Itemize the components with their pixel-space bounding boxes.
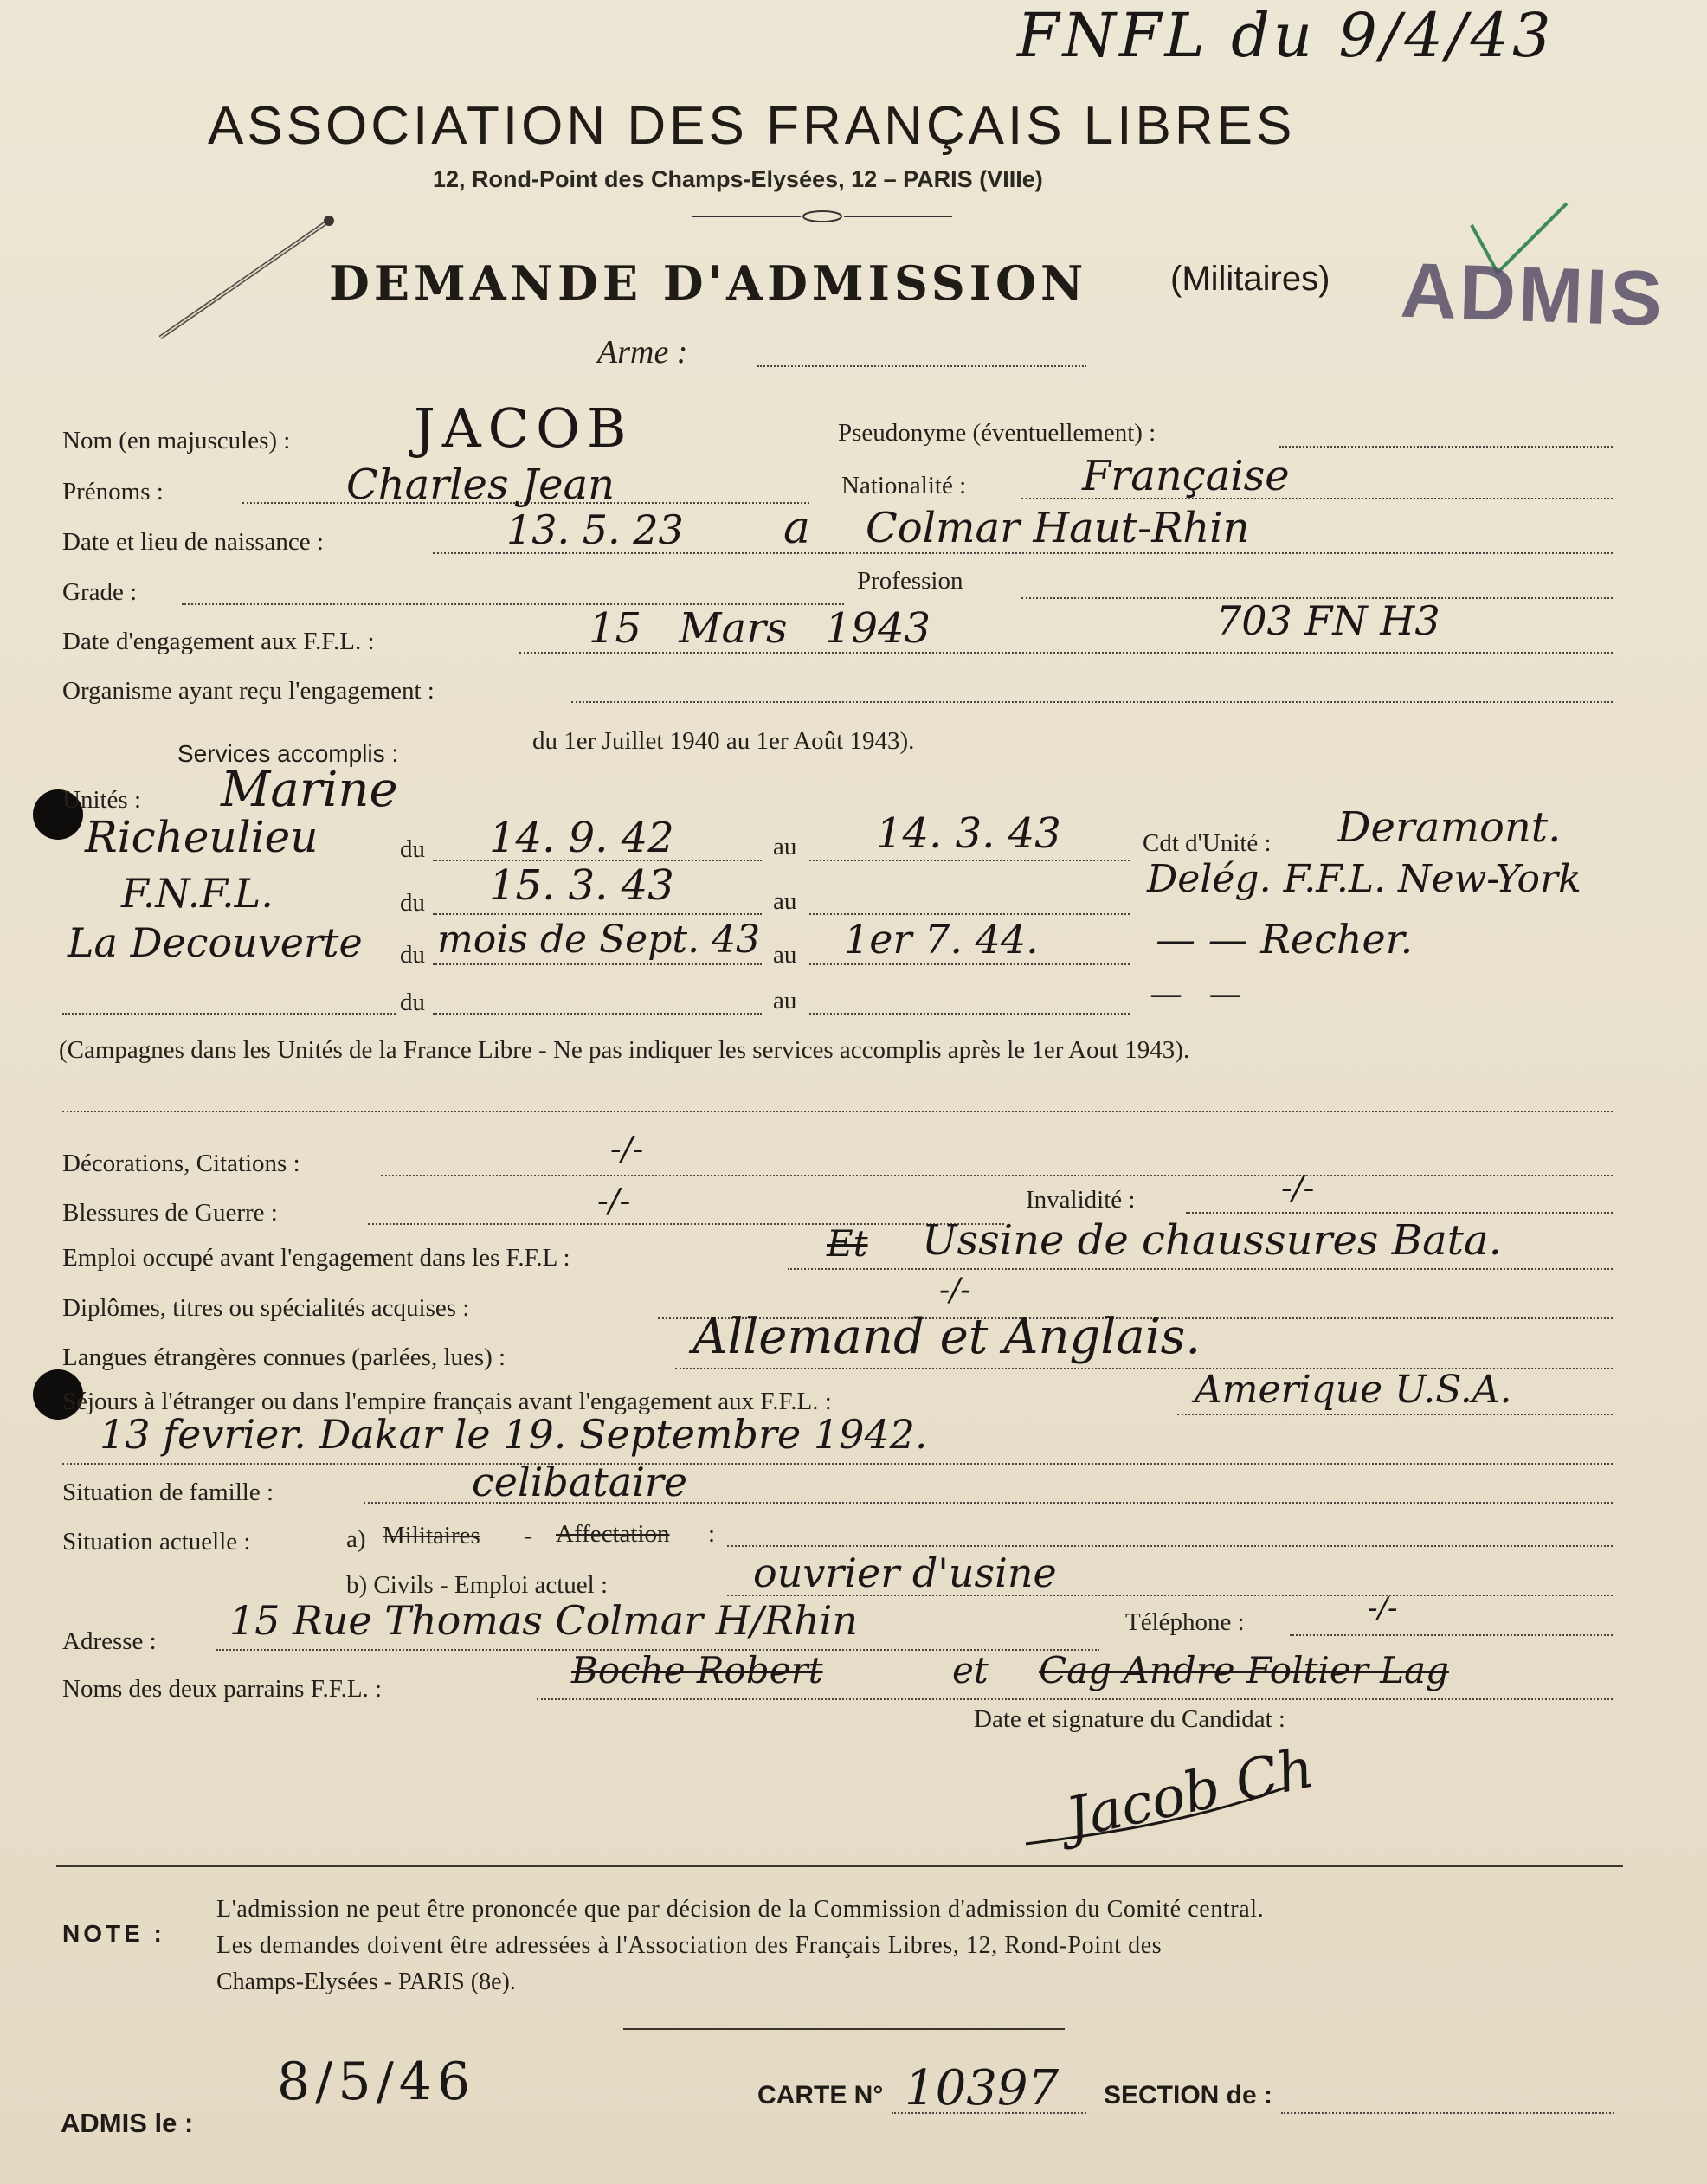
civils-label: b) Civils - Emploi actuel :	[346, 1571, 609, 1599]
service-cdt[interactable]: — —	[1151, 978, 1240, 1010]
du-label: du	[400, 889, 425, 917]
naissance-date[interactable]: 13. 5. 23	[506, 506, 684, 553]
decorations-label: Décorations, Citations :	[62, 1150, 300, 1177]
parrain-2-struck[interactable]: Cag Andre Foltier Lag	[1039, 1649, 1449, 1691]
famille-label: Situation de famille :	[62, 1479, 274, 1506]
carte-number[interactable]: 10397	[905, 2060, 1060, 2116]
militaires-prefix: a)	[346, 1525, 366, 1553]
organization-name: ASSOCIATION DES FRANÇAIS LIBRES	[208, 96, 1296, 156]
du-label: du	[400, 989, 425, 1016]
militaires-field[interactable]	[727, 1545, 1613, 1547]
services-period: du 1er Juillet 1940 au 1er Août 1943).	[532, 727, 915, 755]
famille-value[interactable]: celibataire	[472, 1459, 688, 1505]
militaires-colon: :	[708, 1520, 716, 1548]
footer-divider	[623, 2028, 1065, 2030]
parrain-1-struck[interactable]: Boche Robert	[571, 1649, 823, 1691]
sejours-value-2[interactable]: 13 fevrier. Dakar le 19. Septembre 1942.	[100, 1411, 928, 1458]
form-subtitle: (Militaires)	[1170, 260, 1330, 298]
au-label: au	[773, 833, 797, 860]
engagement-ref[interactable]: 703 FN H3	[1216, 597, 1440, 644]
pin-icon	[151, 212, 342, 351]
telephone-value[interactable]: -/-	[1368, 1591, 1398, 1626]
sejours-label: Séjours à l'étranger ou dans l'empire français avant l'engagement aux F.F.L. :	[62, 1388, 832, 1415]
note-divider	[56, 1865, 1623, 1867]
nationalite-value[interactable]: Française	[1082, 452, 1290, 500]
unites-label: Unités :	[62, 786, 142, 814]
nom-label: Nom (en majuscules) :	[62, 427, 291, 454]
service-to-line	[809, 860, 1130, 861]
handwritten-reference: FNFL du 9/4/43	[1017, 0, 1555, 71]
service-unit[interactable]: Richeulieu	[85, 812, 319, 862]
note-line-1: L'admission ne peut être prononcée que par décision de la Commission d'admission du Comité central.	[216, 1896, 1265, 1923]
cdt-label: Cdt d'Unité :	[1143, 829, 1272, 857]
admis-date[interactable]: 8/5/46	[277, 2052, 476, 2112]
section-label: SECTION de :	[1104, 2081, 1273, 2110]
arme-label: Arme :	[597, 334, 688, 370]
langues-label: Langues étrangères connues (parlées, lues) :	[62, 1343, 506, 1371]
parrains-field[interactable]	[537, 1698, 1613, 1700]
naissance-sep: a	[783, 502, 811, 554]
ornament-divider	[692, 208, 952, 225]
service-unit[interactable]: La Decouverte	[68, 919, 363, 966]
service-to-line	[809, 963, 1130, 965]
note-label: NOTE :	[62, 1920, 165, 1947]
note-line-2: Les demandes doivent être adressées à l'Association des Français Libres, 12, Rond-Point des	[216, 1932, 1163, 1959]
organization-address: 12, Rond-Point des Champs-Elysées, 12 – PARIS (VIIIe)	[433, 166, 1043, 192]
invalidite-label: Invalidité :	[1026, 1186, 1136, 1214]
form-title: DEMANDE D'ADMISSION	[329, 255, 1088, 311]
profession-label: Profession	[857, 567, 963, 595]
services-note: (Campagnes dans les Unités de la France Libre - Ne pas indiquer les services accomplis après le 1er Aout 1943).	[59, 1036, 1190, 1064]
service-unit-line	[62, 1013, 396, 1015]
du-label: du	[400, 835, 425, 863]
pseudonyme-label: Pseudonyme (éventuellement) :	[838, 419, 1156, 447]
services-label: Services accomplis :	[177, 740, 399, 767]
service-from-line	[433, 963, 762, 965]
signature-flourish	[1017, 1775, 1294, 1852]
engagement-date[interactable]: 15 Mars 1943	[589, 604, 931, 653]
telephone-field[interactable]	[1290, 1634, 1613, 1636]
service-to-line	[809, 913, 1130, 915]
service-cdt[interactable]: Deramont.	[1337, 803, 1562, 852]
au-label: au	[773, 887, 797, 915]
sejours-line-1	[1177, 1414, 1613, 1415]
decorations-field[interactable]	[381, 1175, 1613, 1176]
engagement-label: Date d'engagement aux F.F.L. :	[62, 628, 375, 655]
blessures-field[interactable]	[368, 1223, 1004, 1225]
signature-value[interactable]: Jacob Ch	[1060, 1736, 1320, 1852]
service-cdt[interactable]: — — Recher.	[1156, 916, 1414, 963]
service-to-line	[809, 1013, 1130, 1015]
carte-label: CARTE N°	[757, 2081, 884, 2110]
au-label: au	[773, 987, 797, 1015]
emploi-value[interactable]: Ussine de chaussures Bata.	[922, 1216, 1502, 1265]
adresse-label: Adresse :	[62, 1627, 157, 1655]
blessures-label: Blessures de Guerre :	[62, 1199, 278, 1227]
service-from[interactable]: 15. 3. 43	[489, 861, 674, 910]
naissance-lieu[interactable]: Colmar Haut-Rhin	[866, 504, 1250, 552]
civils-value[interactable]: ouvrier d'usine	[753, 1549, 1057, 1596]
service-from[interactable]: mois de Sept. 43	[437, 918, 761, 962]
service-to[interactable]: 14. 3. 43	[876, 809, 1061, 858]
carte-field	[892, 2112, 1086, 2114]
diplomes-label: Diplômes, titres ou spécialités acquises :	[62, 1294, 470, 1322]
prenoms-label: Prénoms :	[62, 478, 164, 506]
militaires-dash: -	[524, 1522, 532, 1549]
organisme-field[interactable]	[571, 701, 1613, 703]
militaires-struck: Militaires	[383, 1522, 480, 1549]
unites-value[interactable]: Marine	[221, 762, 398, 818]
nom-value[interactable]: JACOB	[414, 396, 634, 460]
emploi-struck: Et	[827, 1222, 868, 1265]
blessures-value[interactable]: -/-	[597, 1182, 631, 1220]
services-note-line	[62, 1111, 1613, 1112]
telephone-label: Téléphone :	[1125, 1608, 1245, 1636]
note-line-3: Champs-Elysées - PARIS (8e).	[216, 1968, 516, 1995]
service-to[interactable]: 1er 7. 44.	[844, 916, 1039, 963]
adresse-value[interactable]: 15 Rue Thomas Colmar H/Rhin	[229, 1597, 859, 1644]
parrains-label: Noms des deux parrains F.F.L. :	[62, 1675, 383, 1703]
affectation-struck: Affectation	[556, 1520, 670, 1548]
decorations-value[interactable]: -/-	[610, 1130, 644, 1168]
service-from-line	[433, 1013, 762, 1015]
admis-stamp: ADMIS	[1399, 247, 1666, 344]
pseudonyme-field[interactable]	[1279, 446, 1613, 448]
service-cdt[interactable]: Delég. F.F.L. New-York	[1147, 857, 1581, 901]
nationalite-label: Nationalité :	[841, 472, 967, 499]
invalidite-value[interactable]: -/-	[1281, 1169, 1315, 1207]
emploi-label: Emploi occupé avant l'engagement dans les F.F.L :	[62, 1244, 570, 1272]
emploi-field[interactable]	[788, 1268, 1613, 1270]
grade-label: Grade :	[62, 578, 138, 606]
sejours-value[interactable]: Amerique U.S.A.	[1195, 1368, 1512, 1412]
arme-field[interactable]	[757, 365, 1086, 367]
langues-value[interactable]: Allemand et Anglais.	[692, 1309, 1201, 1365]
service-from[interactable]: 14. 9. 42	[489, 814, 674, 862]
actuelle-label: Situation actuelle :	[62, 1528, 251, 1556]
naissance-label: Date et lieu de naissance :	[62, 528, 324, 556]
sejours-line-2	[62, 1463, 1613, 1465]
au-label: au	[773, 941, 797, 969]
diplomes-value[interactable]: -/-	[939, 1272, 971, 1308]
signature-label: Date et signature du Candidat :	[974, 1705, 1285, 1733]
du-label: du	[400, 941, 425, 969]
section-field[interactable]	[1281, 2112, 1614, 2114]
service-from-line	[433, 913, 762, 915]
organisme-label: Organisme ayant reçu l'engagement :	[62, 677, 435, 705]
parrains-mid: et	[952, 1649, 989, 1691]
admis-label: ADMIS le :	[61, 2108, 194, 2138]
invalidite-field[interactable]	[1186, 1212, 1613, 1214]
prenoms-value[interactable]: Charles Jean	[346, 461, 615, 509]
service-unit[interactable]: F.N.F.L.	[121, 870, 274, 917]
